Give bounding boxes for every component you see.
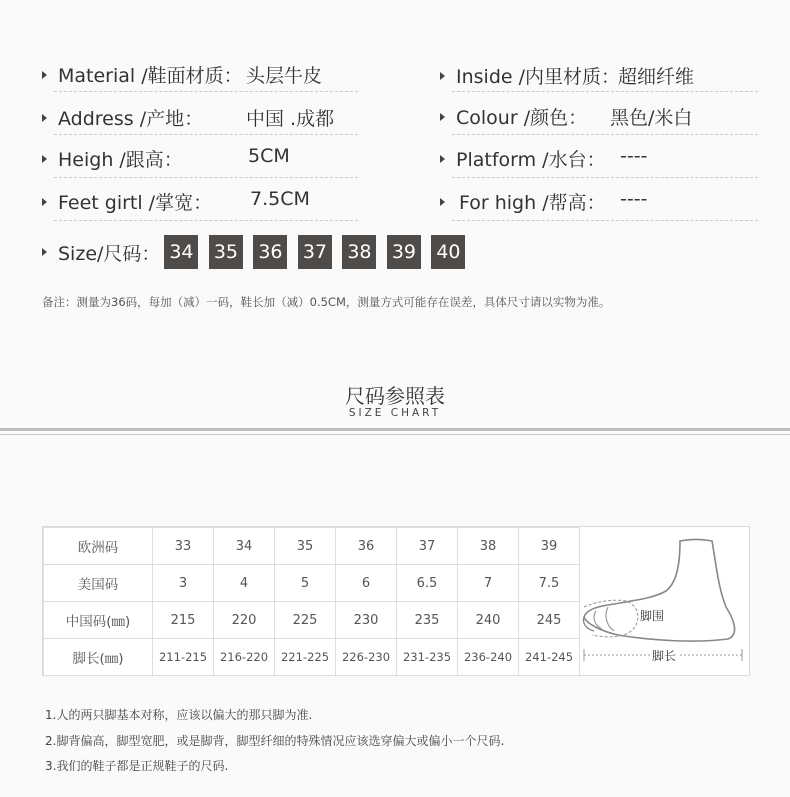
table-cell: 39 [519, 528, 580, 565]
table-cell: 215 [153, 602, 214, 639]
table-cell: 7 [458, 565, 519, 602]
attr-feet-girth [42, 188, 212, 215]
divider [54, 134, 358, 135]
table-cell: 211-215 [153, 639, 214, 676]
size-chart-table [42, 526, 750, 676]
size-label: Size/尺码： [58, 242, 161, 265]
attr-heel-height [42, 145, 183, 172]
divider [54, 91, 358, 92]
foot-girth-label: 脚围 [640, 609, 665, 623]
attr-label: Feet girtl /掌宽： [58, 192, 213, 214]
attr-value: 中国 .成都 [246, 108, 335, 130]
bullet-triangle-icon [440, 155, 445, 163]
table-cell: 38 [458, 528, 519, 565]
attr-label: Material /鞋面材质： [58, 65, 243, 87]
attr-label: Inside /内里材质： [456, 66, 621, 88]
table-cell: 236-240 [458, 639, 519, 676]
attr-label: Heigh /跟高： [58, 149, 183, 171]
attr-value: 头层牛皮 [246, 65, 323, 87]
foot-diagram [578, 527, 748, 675]
table-cell: 36 [336, 528, 397, 565]
table-cell: 241-245 [519, 639, 580, 676]
attr-value: ---- [620, 188, 648, 210]
table-cell: 225 [275, 602, 336, 639]
table-row [44, 528, 580, 565]
attr-value: 7.5CM [250, 188, 310, 210]
size-option-37[interactable]: 37 [298, 235, 332, 269]
size-option-34[interactable]: 34 [164, 235, 198, 269]
table-cell: 231-235 [397, 639, 458, 676]
attr-value: 超细纤维 [618, 66, 695, 88]
measurement-note: 备注：测量为36码，每加（减）一码，鞋长加（减）0.5CM，测量方式可能存在误差，具体尺寸请以实物为准。 [42, 295, 611, 309]
row-header: 脚长(㎜) [44, 639, 153, 676]
size-option-38[interactable]: 38 [342, 235, 376, 269]
attr-value: 黑色/米白 [610, 107, 693, 129]
size-option-36[interactable]: 36 [253, 235, 287, 269]
table-cell: 6 [336, 565, 397, 602]
divider [54, 220, 358, 221]
table-cell: 226-230 [336, 639, 397, 676]
footnotes [45, 706, 504, 783]
size-option-39[interactable]: 39 [387, 235, 421, 269]
attr-label: For high /帮高： [459, 192, 606, 214]
table-row [44, 565, 580, 602]
table-cell: 216-220 [214, 639, 275, 676]
attr-value: 5CM [248, 145, 290, 167]
bullet-triangle-icon [42, 155, 47, 163]
row-header: 美国码 [44, 565, 153, 602]
bullet-triangle-icon [440, 72, 445, 80]
attr-label: Platform /水台： [456, 149, 606, 171]
size-option-40[interactable]: 40 [431, 235, 465, 269]
chart-subtitle: SIZE CHART [348, 407, 442, 419]
divider [452, 177, 758, 178]
attr-address [42, 104, 203, 131]
foot-length-label: 脚长 [652, 649, 677, 663]
table-cell: 4 [214, 565, 275, 602]
attr-platform [440, 145, 606, 172]
table-cell: 35 [275, 528, 336, 565]
attr-label: Colour /颜色： [456, 107, 588, 129]
table-row [44, 602, 580, 639]
table-row [44, 639, 580, 676]
table-cell: 34 [214, 528, 275, 565]
table-cell: 6.5 [397, 565, 458, 602]
attr-material [42, 61, 243, 88]
footnote-item: 2.脚背偏高，脚型宽肥，或是脚背，脚型纤细的特殊情况应该选穿偏大或偏小一个尺码. [45, 733, 505, 748]
chart-title: 尺码参照表 [345, 384, 445, 408]
table-cell: 33 [153, 528, 214, 565]
bullet-triangle-icon [440, 198, 445, 206]
attr-label: Address /产地： [58, 108, 204, 130]
attr-inside [440, 62, 620, 89]
table-cell: 235 [397, 602, 458, 639]
table-cell: 240 [458, 602, 519, 639]
attr-value: ---- [620, 145, 648, 167]
bullet-triangle-icon [42, 198, 47, 206]
footnote-item: 1.人的两只脚基本对称，应该以偏大的那只脚为准. [45, 708, 313, 722]
table-cell: 245 [519, 602, 580, 639]
divider [452, 220, 758, 221]
table-cell: 221-225 [275, 639, 336, 676]
table-cell: 7.5 [519, 565, 580, 602]
bullet-triangle-icon [42, 114, 47, 122]
section-divider [0, 428, 790, 431]
bullet-triangle-icon [42, 71, 47, 79]
size-option-35[interactable]: 35 [209, 235, 243, 269]
table-cell: 37 [397, 528, 458, 565]
table-cell: 220 [214, 602, 275, 639]
row-header: 欧洲码 [44, 528, 153, 565]
table-cell: 5 [275, 565, 336, 602]
row-header: 中国码(㎜) [44, 602, 153, 639]
footnote-item: 3.我们的鞋子都是正规鞋子的尺码. [45, 759, 229, 773]
attr-for-high [440, 188, 606, 215]
divider [452, 91, 758, 92]
divider [452, 134, 758, 135]
bullet-triangle-icon [42, 248, 47, 256]
bullet-triangle-icon [440, 113, 445, 121]
section-divider-thin [0, 434, 790, 435]
table-cell: 230 [336, 602, 397, 639]
attr-colour [440, 103, 587, 130]
size-selector [42, 235, 476, 269]
divider [54, 177, 358, 178]
table-cell: 3 [153, 565, 214, 602]
